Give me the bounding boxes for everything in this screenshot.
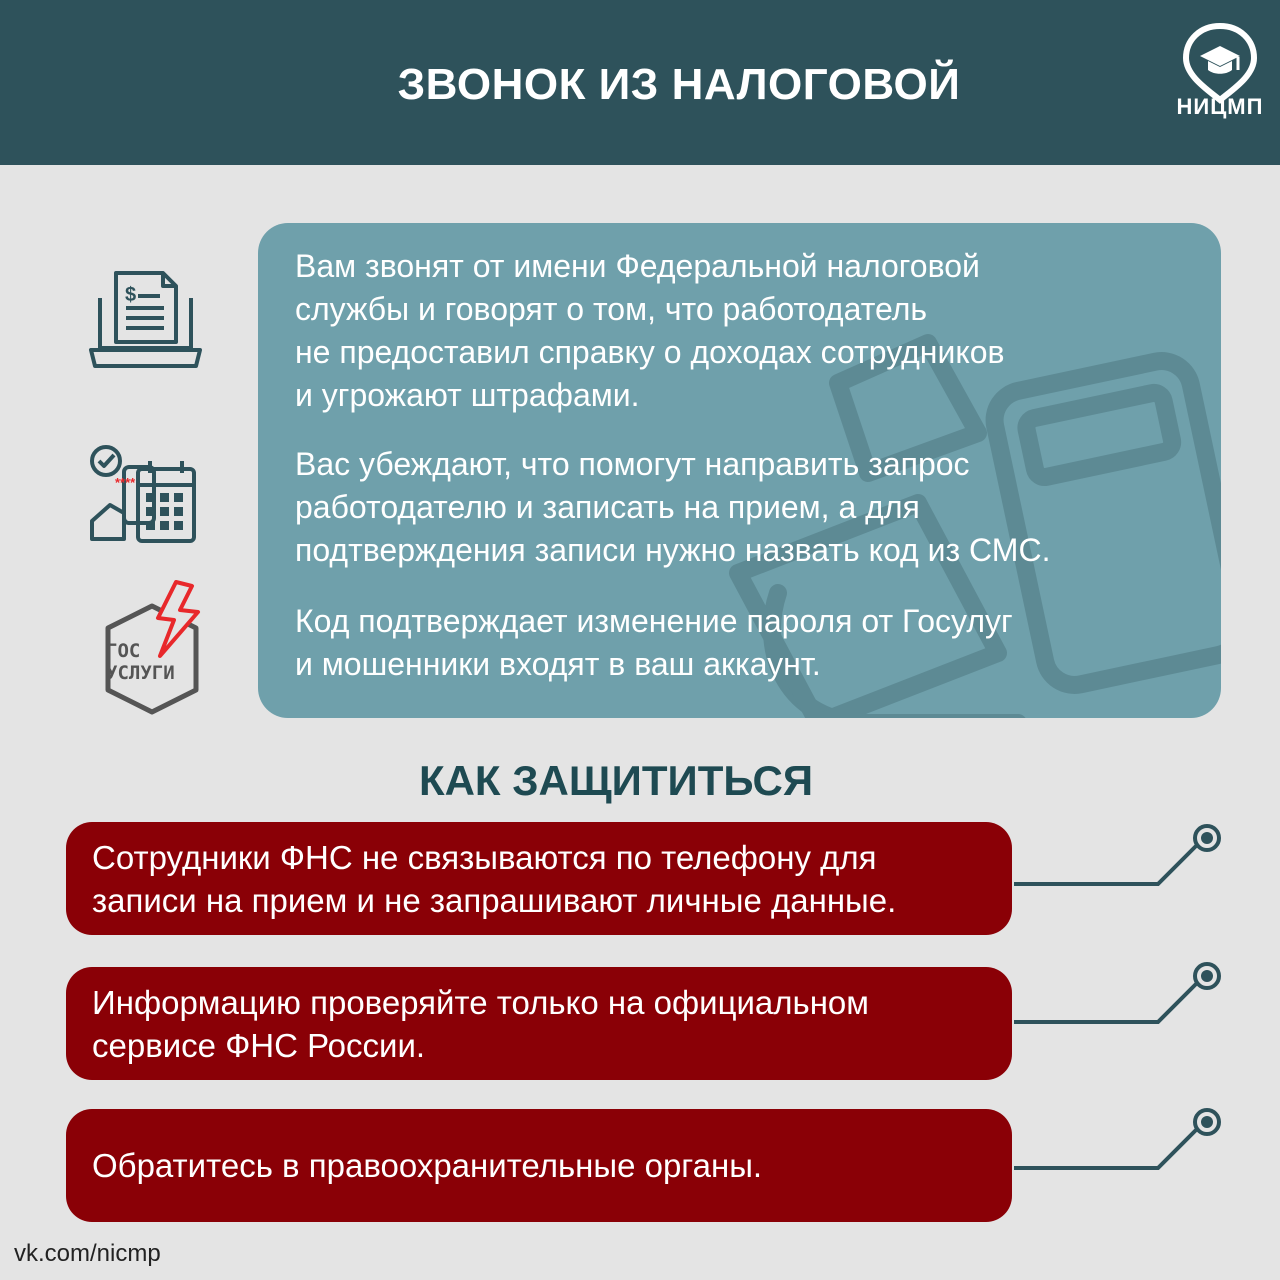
info-line: работодателю и записать на прием, а для <box>295 489 920 525</box>
info-line: Вас убеждают, что помогут направить запрос <box>295 446 970 482</box>
svg-text:$: $ <box>125 284 137 306</box>
info-line: службы и говорят о том, что работодатель <box>295 291 928 327</box>
gosuslugi-hack-icon <box>100 578 205 718</box>
tip-line: записи на прием и не запрашивают личные данные. <box>92 881 897 919</box>
connector-line-icon <box>1010 958 1240 1038</box>
tip-2 <box>66 967 1012 1080</box>
connector-line-icon <box>1010 820 1240 900</box>
info-card <box>258 223 1221 718</box>
protection-title: КАК ЗАЩИТИТЬСЯ <box>418 757 814 804</box>
info-paragraph-3 <box>295 600 1195 686</box>
page-title: ЗВОНОК ИЗ НАЛОГОВОЙ <box>397 60 961 109</box>
info-line: Вам звонят от имени Федеральной налоговой <box>295 248 980 284</box>
tip-line: Сотрудники ФНС не связываются по телефону для <box>92 838 877 876</box>
connector-line-icon <box>1010 1104 1240 1184</box>
header-bar <box>0 0 1280 165</box>
gosuslugi-line2: УСЛУГИ <box>106 662 175 684</box>
footer-url: vk.com/nicmp <box>14 1240 161 1267</box>
info-paragraph-1 <box>295 245 1195 417</box>
info-line: не предоставил справку о доходах сотрудников <box>295 334 1005 370</box>
tip-line: Обратитесь в правоохранительные органы. <box>92 1147 763 1184</box>
tax-document-laptop-icon <box>88 268 203 373</box>
phone-calendar-appointment-icon <box>88 443 200 547</box>
logo-text: НИЦМП <box>1176 94 1264 119</box>
info-line: Код подтверждает изменение пароля от Госулуг <box>295 603 1013 639</box>
tip-line: Информацию проверяйте только на официальном <box>92 983 869 1021</box>
gosuslugi-line1: ГОС <box>106 640 141 662</box>
tip-1 <box>66 822 1012 935</box>
info-paragraph-2 <box>295 443 1195 572</box>
info-line: и угрожают штрафами. <box>295 377 640 413</box>
svg-text:****: **** <box>115 475 136 490</box>
info-line: подтверждения записи нужно назвать код из СМС. <box>295 532 1051 568</box>
tip-3 <box>66 1109 1012 1222</box>
tip-line: сервисе ФНС России. <box>92 1026 426 1064</box>
info-line: и мошенники входят в ваш аккаунт. <box>295 646 821 682</box>
